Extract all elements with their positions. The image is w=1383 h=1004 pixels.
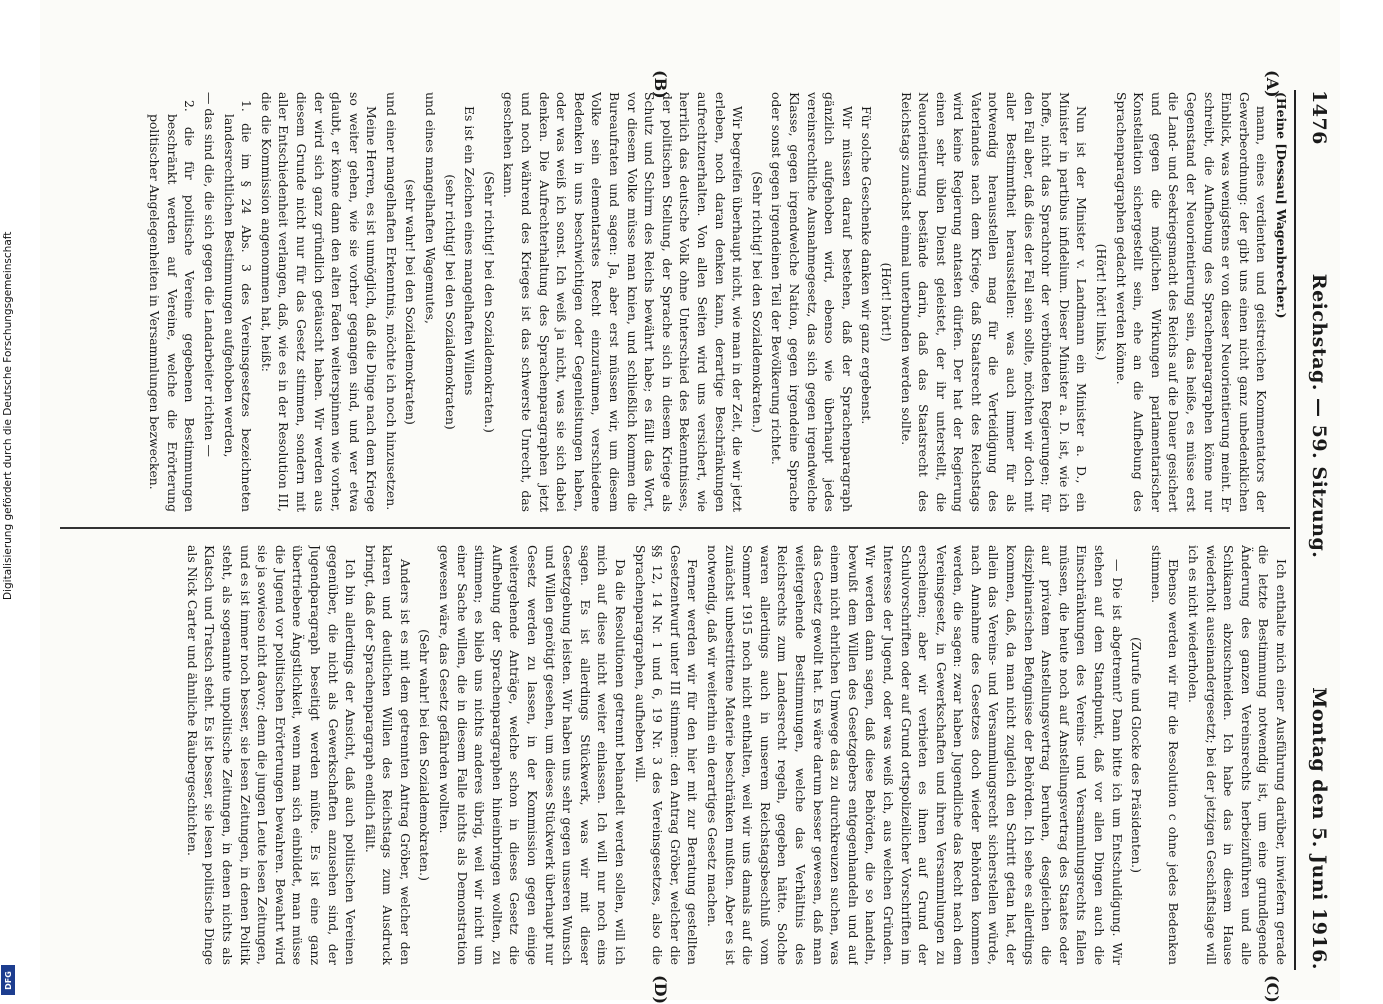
paragraph: Wir müssen darauf bestehen, daß der Sprachenparagraph gänzlich aufgehoben wird, ebenso wie überhaupt jedes vereinsrechtliche Ausnahmegesetz, das sich gegen irgendwelche Klasse, gegen irgendwelche Nation, gegen irgendeine Sprache oder sonst gegen irgendeinen Teil der Bevölkerung richtet. [769, 92, 855, 512]
paragraph: (sehr richtig! bei den Sozialdemokraten) [442, 174, 458, 430]
digitization-credit: Digitalisierung gefördert durch die Deutsche Forschungsgemeinschaft [2, 231, 14, 600]
paragraph: (Sehr richtig! bei den Sozialdemokraten.) [481, 171, 497, 433]
paragraph: Für solche Geschenke danken wir ganz ergebenst. [859, 106, 875, 425]
paragraph: 2. die für politische Vereine gegebenen Bestimmungen beschränkt werden auf Vereine, welche die Erörterung politischer Angelegenheiten in Versammlungen bezwecken. [147, 100, 198, 512]
margin-marker-c: (C) [1263, 975, 1282, 1003]
paragraph: und eines mangelhaften Wagemutes, [423, 92, 439, 324]
paragraph: mann, eines verdienten und geistreichen Kommentators der Gewerbeordnung: der gibt uns einen nicht ganz unbedenklichen Einblick, was wenigstens er von dieser Neuorientierung meint. Er schreibt, die Aufhebung des Sprachenparagraphen könne nur Gegenstand der Neuorientierung sein, das heiße, es müsse erst die Land- und Seekriegsmacht des Reichs auf die Dauer gesichert und gegen die möglichen Wirkungen parlamentarischer Konstellation sichergestellt sein, ehe an die Aufhebung des Sprachenparagraphen gedacht werden könne. [1113, 92, 1270, 512]
paragraph: — das sind die, die sich gegen die Landarbeiter richten — [201, 92, 217, 457]
paragraph: und einer mangelhaften Erkenntnis, möchte ich noch hinzusetzen. [383, 92, 399, 511]
paragraph: (Sehr wahr! bei den Sozialdemokraten.) [417, 629, 433, 881]
paragraph: Meine Herren, es ist unmöglich, daß die Dinge nach dem Kriege so weiter gehen, wie sie vorher gegangen sind, und wer etwa glaubt, er könne dann den alten Faden weiterspinnen wie vorher, der wird sich ganz gründlich getäuscht haben. Wir werden aus diesem Grunde nicht nur für das Gesetz stimmen, sondern mit aller Entschiedenheit verlangen, daß, wie es in der Resolution III, die die Kommission angenommen hat, heißt: [258, 92, 380, 512]
paragraph: (Sehr richtig! bei den Sozialdemokraten.) [749, 171, 765, 433]
right-text-column [60, 545, 1290, 965]
paragraph: Ferner werden wir für den hier mit zur Beratung gestellten Gesetzentwurf unter III stimmen: den Antrag Gröber, welcher die §§ 12, 14 Nr. 1 und 6, 19 Nr. 3 des Vereinsgesetzes, also die Sprachenparagraphen, aufheben will. [632, 545, 701, 965]
paragraph: Es ist ein Zeichen eines mangelhaften Willens [462, 106, 478, 396]
paragraph: (Zurufe und Glocke des Präsidenten.) [1129, 637, 1145, 873]
paragraph: Da die Resolutionen getrennt behandelt werden sollen, will ich mich auf diese nicht weiter einlassen. Ich will nur noch eins sagen. Es ist allerdings Stückwerk, was wir mit dieser Gesetzgebung leisten. Wir haben uns sehr gegen unseren Wunsch und Willen genötigt gesehen, um dieses Stückwerk überhaupt nur Gesetz werden zu lassen, in der Kommission gegen einige weitergehende Anträge, welche schon in dieses Gesetz die Aufhebung der Sprachenparagraphen hineinbringen wollten, zu stimmen; es blieb uns nichts anderes übrig, weil wir nicht um einer Sache willen, die in diesem Falle nichts als Demonstration gewesen wäre, das Gesetz gefährden wollten. [437, 545, 629, 965]
paragraph: 1. die im § 24 Abs. 3 des Vereinsgesetzes bezeichneten landesrechtlichen Bestimmungen aufgehoben werden, [221, 100, 255, 512]
column-divider [60, 527, 1290, 529]
left-text-column [60, 92, 1290, 512]
page-number: 1476 [1308, 90, 1330, 145]
paragraph: (Heine [Dessau] Wagenbrecher.) [1274, 92, 1289, 319]
paragraph: Ich bin allerdings der Ansicht, daß auch politischen Vereinen gegenüber, die nicht als Gewerkschaften anzusehen sind, der Jugendparagraph beseitigt werden müßte. Es ist eine ganz übertriebene Ängstlichkeit, wenn man sich einbildet, man müsse die Jugend vor politischen Erörterungen bewahren. Bewahrt wird sie ja sowieso nicht davor; denn die jungen Leute lesen Zeitungen, und es ist immer noch besser, sie lesen Zeitungen, in denen Politik steht, als sogenannte unpolitische Zeitungen, in denen nichts als Klatsch und Tratsch steht. Es ist besser, sie lesen politische Dinge als Nick Carter und ähnliche Räubergeschichten. [184, 545, 359, 965]
scanned-page [40, 0, 1340, 1004]
paragraph: Ich enthalte mich einer Ausführung darüber, inwiefern gerade die letzte Bestimmung notwendig ist, um eine grundlegende Änderung des ganzen Vereinsrechts herbeizuführen und alle Schikanen abzuschneiden. Ich habe das in diesem Hause wiederholt auseinandergesetzt; bei der jetzigen Geschäftslage will ich es nicht wiederholen. [1186, 545, 1289, 965]
page-header [1294, 90, 1330, 970]
paragraph: Nun ist der Minister v. Landmann ein Minister a. D., ein Minister in partibus infidelium. Dieser Minister a. D. ist, wie ich hoffe, nicht das Sprachrohr der verbündeten Regierungen; für den Fall aber, daß dies der Fall sein sollte, möchten wir doch mit aller Bestimmtheit herausstellen: was auch immer für als notwendig herausstellen mag für die Verteidigung des Vaterlandes nach dem Kriege, daß Staatsrecht des Reichstags wird keine Regierung antasten dürfen. Der hat der Regierung einen sehr üblen Dienst geleistet, der ihr unterstellt, die Neuorientierung bestände darin, daß das Staatsrecht des Reichstags zunächst einmal unterbunden werden sollte. [898, 92, 1090, 512]
margin-marker-d: (D) [651, 975, 670, 1004]
paragraph: (sehr wahr! bei den Sozialdemokraten) [403, 179, 419, 425]
paragraph: (Hört! hört!) [878, 262, 894, 342]
paragraph: Wir begreifen überhaupt nicht, wie man in der Zeit, die wir jetzt erleben, noch daran denken kann, derartige Beschränkungen aufrechtzuerhalten. Von allen Seiten wird uns versichert, wie herrlich das deutsche Volk ohne Unterschied des Bekenntnisses, der politischen Stellung, der Sprache sich in diesem Kriege als Schutz und Schirm des Reichs bewährt habe; es fällt das Wort, vor diesem Volke müsse man knien, und schließlich kommen die Bureaufraten und sagen: Ja, aber erst müssen wir, um diesem Volke sein elementarstes Recht einzuräumen, verschiedene Bedenken in uns beschwichtigen oder Gegenleistungen haben, oder was weiß ich sonst. Ich weiß ja nicht, was sie sich dabei denken. Die Aufrechterhaltung des Sprachenparagraphen jetzt und noch während des Krieges ist das schwerste Unrecht, das geschehen kann. [501, 92, 746, 512]
margin-marker-b: (B) [651, 70, 670, 99]
paragraph: Anders ist es mit dem getrennten Antrag Gröber, welcher den klaren und deutlichen Willen des Reichstags zum Ausdruck bringt, daß der Sprachenparagraph endlich fällt. [362, 545, 413, 965]
paragraph: Ebenso werden wir für die Resolution c ohne jedes Bedenken stimmen. [1148, 545, 1182, 965]
page-title: Reichstag. — 59. Sitzung. [1308, 273, 1330, 559]
page-date: Montag den 5. Juni 1916. [1308, 687, 1330, 970]
dfg-logo: DFG [1, 965, 15, 995]
margin-marker-a: (A) [1263, 70, 1282, 98]
paragraph: — Die ist abgetrennt? Dann bitte ich um Entschuldigung. Wir stehen auf dem Standpunkt, daß vor allen Dingen auch die Einschränkungen des Vereins- und Versammlungsrechts fallen müssen, die heute noch auf Anstellungsvertrag des Staates oder auf privatem Anstellungsvertrag beruhen, desgleichen die disziplinarischen Befugnisse der Behörden. Ich sehe es allerdings kommen, daß, da man nicht zugleich den Schritt getan hat, der allein das Vereins- und Versammlungsrecht sicherstellen würde, nach Annahme des Gesetzes doch wieder Behörden kommen werden, die sagen: zwar haben Jugendliche das Recht nach dem Vereinsgesetz, in Gewerkschaften und ihren Versammlungen zu erscheinen; aber wir verbieten es ihnen auf Grund der Schulvorschriften oder auf Grund ortspolizeilicher Vorschriften im Interesse der Jugend, oder was weiß ich, aus welchen Gründen. Wir werden dann sagen, daß diese Behörden, die so handeln, bewußt dem Willen des Gesetzgebers entgegenhandeln und auf einem nicht ehrlichen Umwege das zu durchkreuzen suchen, was das Gesetz gewollt hat. Es wäre darum besser gewesen, daß man weitergehende Bestimmungen, welche das Verhältnis des Reichsrechts zum Landesrecht regeln, gegeben hätte. Solche waren allerdings auch in unserem Reichstagsbeschluß vom Sommer 1915 noch nicht enthalten, weil wir uns damals auf die zunächst unbestrittene Materie beschränken mußten. Aber es ist notwendig, daß wir weiterhin ein derartiges Gesetz machen. [705, 545, 1125, 965]
paragraph: (Hört! hört! links.) [1094, 243, 1110, 361]
